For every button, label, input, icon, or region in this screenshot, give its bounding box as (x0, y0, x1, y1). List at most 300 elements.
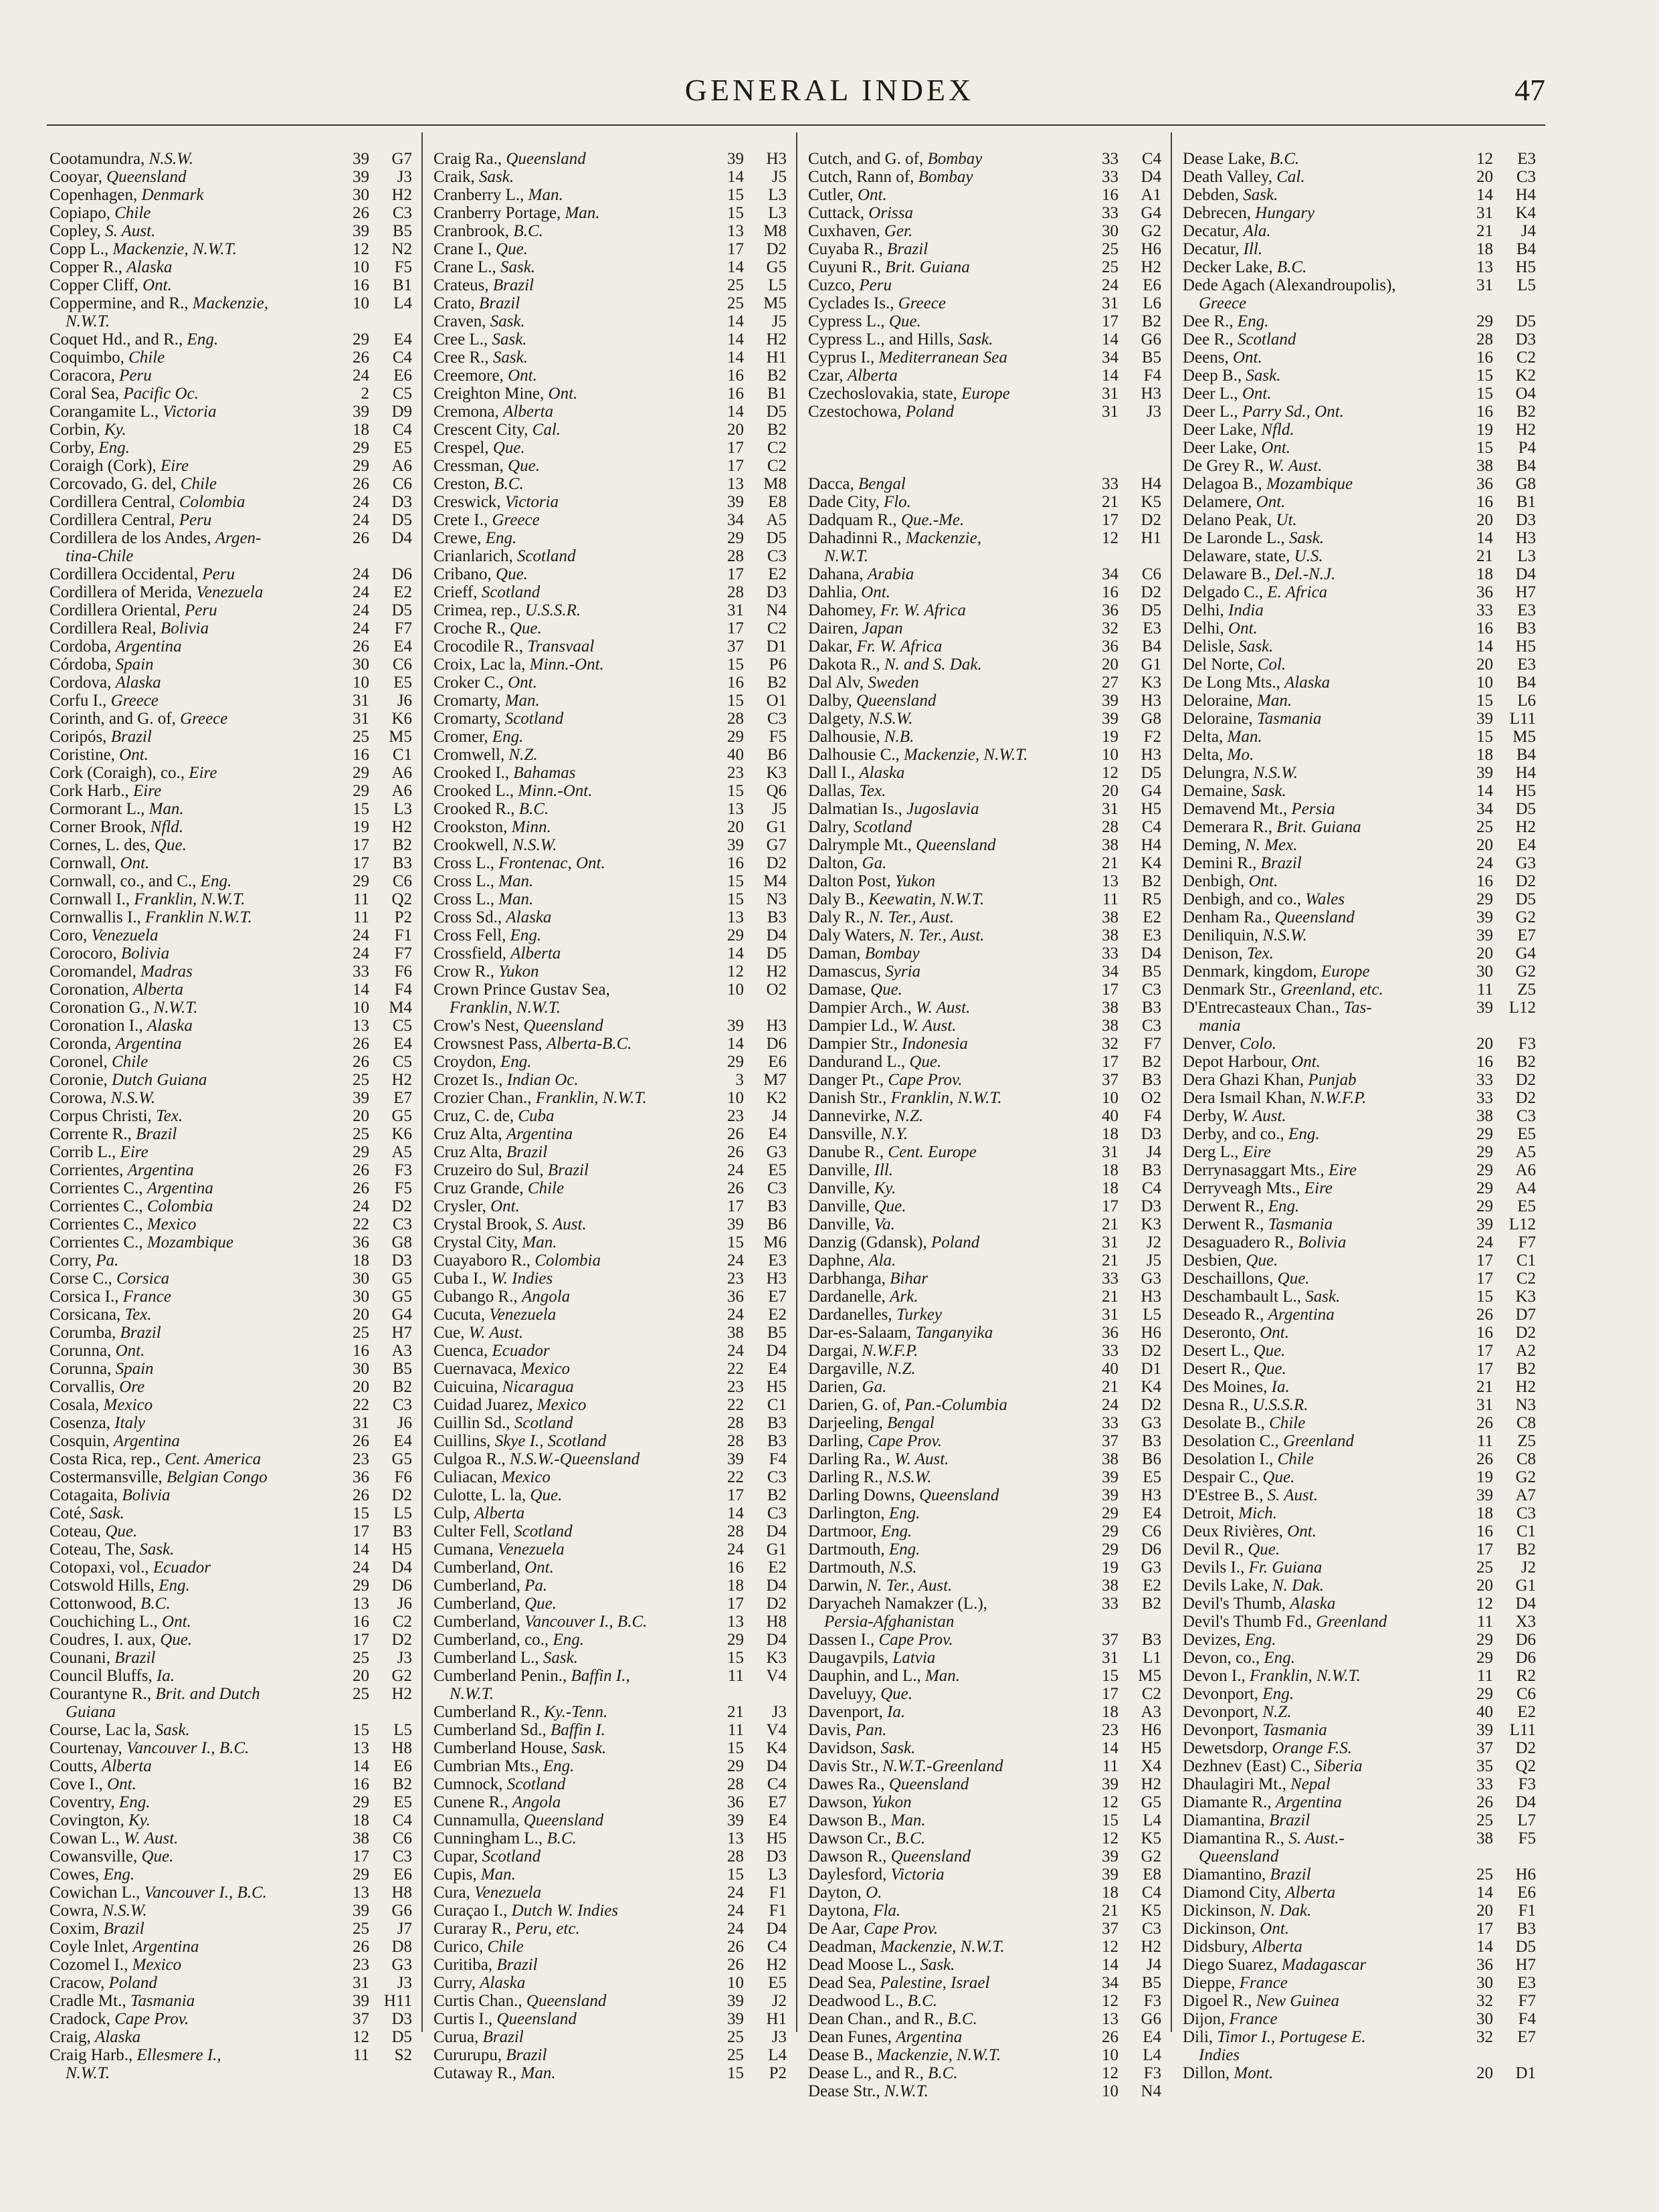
grid-ref: A3 (391, 1342, 412, 1360)
grid-ref: J3 (397, 1649, 412, 1667)
page-ref: 17 (727, 565, 744, 583)
place-region: Bolivia (160, 619, 209, 637)
index-entry (433, 276, 787, 294)
index-entry (50, 529, 412, 565)
grid-ref: D5 (1515, 800, 1536, 818)
page-ref: 30 (1476, 963, 1493, 981)
grid-ref: G2 (1515, 963, 1536, 981)
page-ref: 39 (727, 1811, 744, 1829)
index-entry (433, 1721, 787, 1739)
index-entry (50, 999, 412, 1017)
index-entry (1183, 1721, 1536, 1739)
place-region: Man. (520, 2064, 556, 2082)
place-name: Culiacan, (433, 1468, 502, 1486)
page-ref: 40 (727, 746, 744, 764)
index-entry (808, 367, 1161, 385)
entry-name (50, 1450, 334, 1468)
index-entry (808, 782, 1161, 800)
entry-name (808, 637, 1084, 656)
index-entry (50, 710, 412, 728)
entry-name (50, 637, 334, 656)
index-entry (1183, 836, 1536, 854)
entry-name (433, 1649, 709, 1667)
index-entry (808, 330, 1161, 348)
grid-ref: L7 (1517, 1811, 1536, 1829)
entry-name (1183, 1468, 1458, 1486)
grid-ref: D5 (391, 601, 412, 619)
grid-ref: H8 (766, 1613, 787, 1631)
grid-ref: G1 (1515, 1577, 1536, 1595)
index-entry (50, 1829, 412, 1847)
page-ref: 11 (353, 908, 369, 926)
page-ref: 39 (727, 1017, 744, 1035)
entry-name (1183, 1414, 1458, 1432)
index-entry (808, 1306, 1161, 1324)
place-region: Argentina (113, 1432, 180, 1450)
place-name: Devon I., (1183, 1667, 1250, 1685)
place-name: Coyle Inlet, (50, 1938, 133, 1956)
grid-ref: L11 (1509, 1721, 1536, 1739)
grid-ref: H3 (766, 1017, 787, 1035)
place-region: Ont. (115, 1342, 145, 1360)
place-region: Ont. (548, 385, 578, 403)
page-ref: 24 (727, 1920, 744, 1938)
entry-name (808, 981, 1084, 999)
place-region: Scotland (514, 1414, 573, 1432)
place-region: Que. (1254, 1360, 1286, 1378)
grid-ref: F7 (1143, 1035, 1161, 1053)
place-region: Eng. (500, 1053, 532, 1071)
place-name: Crete I., (433, 511, 492, 529)
entry-name (808, 2010, 1084, 2028)
place-region: Que. (508, 457, 541, 475)
entry-name (1183, 1667, 1458, 1685)
page-ref: 17 (727, 1197, 744, 1215)
grid-ref: D2 (1515, 1071, 1536, 1089)
page-ref: 16 (1476, 1522, 1493, 1540)
place-name: Corinth, and G. of, (50, 710, 181, 728)
grid-ref: P2 (394, 908, 412, 926)
place-name: Corrientes C., (50, 1233, 147, 1251)
place-name: Deux Rivières, (1183, 1522, 1288, 1540)
place-name: Danville, (808, 1197, 874, 1215)
place-name: Cracow, (50, 1974, 109, 1992)
entry-name (433, 1522, 709, 1540)
index-entry (1183, 1035, 1536, 1053)
grid-ref: C3 (1516, 1504, 1536, 1522)
page-ref: 24 (353, 565, 369, 583)
entry-name (50, 1306, 334, 1324)
place-name: Darling Downs, (808, 1486, 919, 1504)
entry-name (433, 1053, 709, 1071)
place-region: B.C. (547, 1829, 577, 1847)
grid-ref: H4 (1141, 836, 1161, 854)
entry-name (1183, 2064, 1458, 2082)
index-entry (50, 1739, 412, 1757)
index-entry (1183, 1270, 1536, 1288)
entry-name (433, 1884, 709, 1902)
page-ref: 31 (353, 692, 369, 710)
place-name: Crozier Chan., (433, 1089, 536, 1107)
place-region: Ont. (162, 1613, 191, 1631)
place-region: Mont. (1234, 2064, 1274, 2082)
entry-name (1183, 728, 1458, 746)
place-region: Chile (527, 1179, 565, 1197)
entry-name (808, 1053, 1084, 1071)
grid-ref: C3 (1516, 1107, 1536, 1125)
page-ref: 16 (1476, 348, 1493, 367)
place-name: Cornwall I., (50, 890, 134, 908)
grid-ref: J5 (771, 168, 787, 186)
entry-name (808, 511, 1084, 529)
place-region: France (122, 1288, 171, 1306)
place-region: Man. (149, 800, 184, 818)
place-region: Cape Prov. (878, 1631, 953, 1649)
place-region: Eng. (888, 1540, 920, 1559)
grid-ref: F1 (769, 1902, 787, 1920)
place-region: Eng. (880, 1522, 912, 1540)
page-ref: 15 (1102, 1667, 1118, 1685)
index-entry (433, 1251, 787, 1270)
place-name: Council Bluffs, (50, 1667, 157, 1685)
place-name: Crow's Nest, (433, 1017, 524, 1035)
place-region: W. Aust. (902, 1017, 957, 1035)
entry-name (1183, 1161, 1458, 1179)
place-region: Arabia (867, 565, 914, 583)
page-ref: 22 (727, 1396, 744, 1414)
index-entry (50, 800, 412, 818)
entry-name (808, 1360, 1084, 1378)
place-region: Ia. (1271, 1378, 1290, 1396)
place-region: Bengal (858, 475, 906, 493)
grid-ref: F7 (394, 619, 412, 637)
index-entry (433, 150, 787, 168)
page-ref: 17 (727, 240, 744, 258)
index-entry (50, 1956, 412, 1974)
place-region: Argentina (147, 1179, 213, 1197)
place-region: Mexico (103, 1396, 153, 1414)
index-entry (1183, 1920, 1536, 1938)
page-ref: 3 (735, 1071, 744, 1089)
page-ref: 29 (727, 1631, 744, 1649)
place-region: Queensland (106, 168, 187, 186)
place-region: Ont. (142, 276, 172, 294)
place-name: Corrente R., (50, 1125, 136, 1143)
grid-ref: E5 (1143, 1468, 1161, 1486)
grid-ref: J3 (771, 2028, 787, 2046)
place-region: Ala. (868, 1251, 896, 1270)
place-region: B.C. (907, 1992, 938, 2010)
page-ref: 11 (1476, 1432, 1493, 1450)
entry-name (1183, 1631, 1458, 1649)
page-ref: 29 (727, 728, 744, 746)
index-entry (808, 1721, 1161, 1739)
grid-ref: H4 (1515, 764, 1536, 782)
index-entry (433, 908, 787, 926)
place-region: Colombia (179, 493, 246, 511)
page-ref: 24 (727, 1342, 744, 1360)
index-entry (808, 656, 1161, 674)
index-entry (808, 1956, 1161, 1974)
grid-ref: H7 (391, 1324, 412, 1342)
entry-name (50, 818, 334, 836)
grid-ref: H3 (1141, 1288, 1161, 1306)
place-region: Brazil (887, 240, 929, 258)
page-ref: 25 (353, 1071, 369, 1089)
page-ref: 16 (1476, 619, 1493, 637)
place-name: Cypress L., and Hills, (808, 330, 959, 348)
place-region: Flo. (883, 493, 911, 511)
place-name: Cumberland, (433, 1577, 525, 1595)
page-ref: 31 (1102, 1233, 1118, 1251)
entry-name (433, 1396, 709, 1414)
index-entry (808, 1577, 1161, 1595)
entry-name (50, 385, 334, 403)
grid-ref: C8 (1516, 1414, 1536, 1432)
place-name: Curtis I., (433, 2010, 497, 2028)
place-name: Davis Str., (808, 1757, 883, 1775)
page-ref: 18 (353, 421, 369, 439)
entry-name (433, 619, 709, 637)
page-ref: 11 (1102, 890, 1118, 908)
entry-name (1183, 150, 1458, 168)
page-ref: 33 (1102, 1342, 1118, 1360)
index-entry (50, 276, 412, 294)
grid-ref: F3 (1143, 2064, 1161, 2082)
entry-name (50, 1775, 334, 1793)
place-name: Dassen I., (808, 1631, 879, 1649)
place-region: Man. (522, 1233, 557, 1251)
place-name: Craig Harb., (50, 2046, 137, 2064)
place-name: Darbhanga, (808, 1270, 890, 1288)
grid-ref: D4 (1515, 1595, 1536, 1613)
index-entry (50, 1793, 412, 1811)
entry-name (50, 601, 334, 619)
page-ref: 26 (727, 1143, 744, 1161)
place-region: Ont. (1248, 872, 1278, 890)
place-name: Dampier Arch., (808, 999, 916, 1017)
grid-ref: F5 (769, 728, 787, 746)
place-name: Corsicana, (50, 1306, 125, 1324)
place-region: Ia. (156, 1667, 175, 1685)
grid-ref: M5 (1512, 728, 1536, 746)
place-region: Brazil (492, 276, 534, 294)
place-name: Davidson, (808, 1739, 881, 1757)
grid-ref: C5 (392, 1053, 412, 1071)
index-entry (433, 2064, 787, 2082)
place-region: Poland (931, 1233, 980, 1251)
page-ref: 17 (1102, 1685, 1118, 1703)
grid-ref: E4 (768, 1125, 787, 1143)
entry-name (1183, 1739, 1458, 1757)
place-name: Didsbury, (1183, 1938, 1252, 1956)
index-entry (1183, 1540, 1536, 1559)
grid-ref: O2 (1141, 1089, 1161, 1107)
place-region: Greenland (1283, 1432, 1354, 1450)
entry-name (433, 1811, 709, 1829)
entry-name (808, 728, 1084, 746)
entry-name (50, 1035, 334, 1053)
index-entry (808, 800, 1161, 818)
entry-name (1183, 330, 1458, 348)
index-entry (50, 1775, 412, 1793)
entry-name (808, 1251, 1084, 1270)
grid-ref: H2 (766, 1956, 787, 1974)
grid-ref: L11 (1509, 710, 1536, 728)
index-entry (50, 926, 412, 944)
page-ref: 15 (727, 204, 744, 222)
place-name: Daytona, (808, 1902, 874, 1920)
entry-name (1183, 1559, 1458, 1577)
index-entry (808, 1432, 1161, 1450)
index-entry (1183, 1866, 1536, 1884)
page-ref: 17 (1102, 1197, 1118, 1215)
place-name: Cyclades Is., (808, 294, 898, 312)
place-region: Brazil (103, 1920, 144, 1938)
index-entry (808, 457, 1161, 475)
entry-name (1183, 457, 1458, 475)
place-region: Eire (1304, 1179, 1333, 1197)
entry-name (808, 1522, 1084, 1540)
place-name: Cordillera de los Andes, (50, 529, 215, 547)
place-name: Cork (Coraigh), co., (50, 764, 189, 782)
entry-name (50, 908, 334, 926)
page-ref: 24 (1476, 1233, 1493, 1251)
entry-name (50, 511, 334, 529)
place-name: Dalmatian Is., (808, 800, 907, 818)
index-entry (808, 583, 1161, 601)
index-entry (50, 1143, 412, 1161)
entry-name (1183, 204, 1458, 222)
page-ref: 21 (1102, 854, 1118, 872)
index-entry (50, 818, 412, 836)
grid-ref: D5 (766, 403, 787, 421)
entry-name (433, 1902, 709, 1920)
entry-name (433, 1378, 709, 1396)
place-name: Curaçao I., (433, 1902, 512, 1920)
index-entry (433, 981, 787, 1017)
index-entry (50, 403, 412, 421)
place-region: Madras (140, 963, 193, 981)
index-entry (433, 1974, 787, 1992)
place-region: Eng. (1268, 1197, 1300, 1215)
place-region: Ont. (120, 854, 150, 872)
grid-ref: G2 (1141, 222, 1161, 240)
page-ref: 10 (727, 1089, 744, 1107)
page-ref: 14 (1476, 1884, 1493, 1902)
place-region: Poland (905, 403, 955, 421)
entry-name (50, 1847, 334, 1866)
grid-ref: K4 (1141, 854, 1161, 872)
entry-name (50, 276, 334, 294)
index-entry (433, 836, 787, 854)
place-name: Danville, (808, 1215, 874, 1233)
page-ref: 33 (1102, 1595, 1118, 1613)
page-ref: 37 (1102, 1631, 1118, 1649)
index-entry (433, 186, 787, 204)
page-ref: 34 (1102, 348, 1118, 367)
grid-ref: D4 (1141, 168, 1161, 186)
grid-ref: F6 (394, 963, 412, 981)
place-name: Cuenca, (433, 1342, 492, 1360)
place-name: Dahomey, (808, 601, 881, 619)
entry-name (1183, 1956, 1458, 1974)
place-name: Dar-es-Salaam, (808, 1324, 916, 1342)
index-entry (808, 1017, 1161, 1035)
entry-name (433, 511, 709, 529)
page-ref: 15 (353, 800, 369, 818)
grid-ref: H5 (1141, 800, 1161, 818)
entry-name (1183, 1197, 1458, 1215)
place-name: Dawson Cr., (808, 1829, 896, 1847)
page-ref: 28 (727, 710, 744, 728)
entry-name (1183, 1613, 1458, 1631)
grid-ref: C4 (392, 1811, 412, 1829)
place-region: Sweden (868, 674, 919, 692)
page-ref: 20 (353, 1306, 369, 1324)
grid-ref: D2 (1515, 872, 1536, 890)
grid-ref: B2 (1141, 312, 1161, 330)
index-entry (433, 348, 787, 367)
place-region: Que.-Me. (900, 511, 965, 529)
index-entry (50, 385, 412, 403)
place-name: Darien, (808, 1378, 862, 1396)
entry-name (50, 1468, 334, 1486)
place-region: N. Dak. (1272, 1577, 1325, 1595)
entry-name (808, 1450, 1084, 1468)
index-entry (433, 1360, 787, 1378)
place-region: Brazil (136, 1125, 177, 1143)
index-entry (433, 601, 787, 619)
page-ref: 26 (353, 204, 369, 222)
page-ref: 16 (353, 1342, 369, 1360)
place-name: Coteau, The, (50, 1540, 140, 1559)
page-ref: 38 (1102, 1577, 1118, 1595)
index-entry (50, 1559, 412, 1577)
entry-name (1183, 944, 1458, 963)
place-name: Dalton Post, (808, 872, 895, 890)
entry-name (808, 1920, 1084, 1938)
grid-ref: D5 (1141, 764, 1161, 782)
place-region: Mackenzie, N.W.T. (876, 2046, 1001, 2064)
grid-ref: H3 (1141, 746, 1161, 764)
place-name: Craik, (433, 168, 480, 186)
grid-ref: B2 (767, 367, 787, 385)
place-name: Croix, Lac la, (433, 656, 530, 674)
index-entry (50, 1595, 412, 1613)
page-ref: 31 (353, 1974, 369, 1992)
grid-ref: G2 (1515, 908, 1536, 926)
index-entry (433, 1938, 787, 1956)
place-name: Cordillera Central, (50, 493, 179, 511)
entry-name (1183, 782, 1458, 800)
place-region: Peru (202, 565, 235, 583)
grid-ref: H3 (1515, 529, 1536, 547)
place-region: N.W.T.-Greenland (882, 1757, 1003, 1775)
place-name: Crocodile R., (433, 637, 528, 656)
index-entry (433, 692, 787, 710)
place-name: Crystal City, (433, 1233, 522, 1251)
index-entry (433, 1540, 787, 1559)
index-entry (1183, 1288, 1536, 1306)
grid-ref: B5 (1141, 963, 1161, 981)
grid-ref: A6 (391, 457, 412, 475)
page-ref: 39 (353, 150, 369, 168)
grid-ref: H5 (1515, 637, 1536, 656)
index-entry (1183, 1306, 1536, 1324)
page-ref: 17 (1102, 511, 1118, 529)
entry-name (433, 294, 709, 312)
